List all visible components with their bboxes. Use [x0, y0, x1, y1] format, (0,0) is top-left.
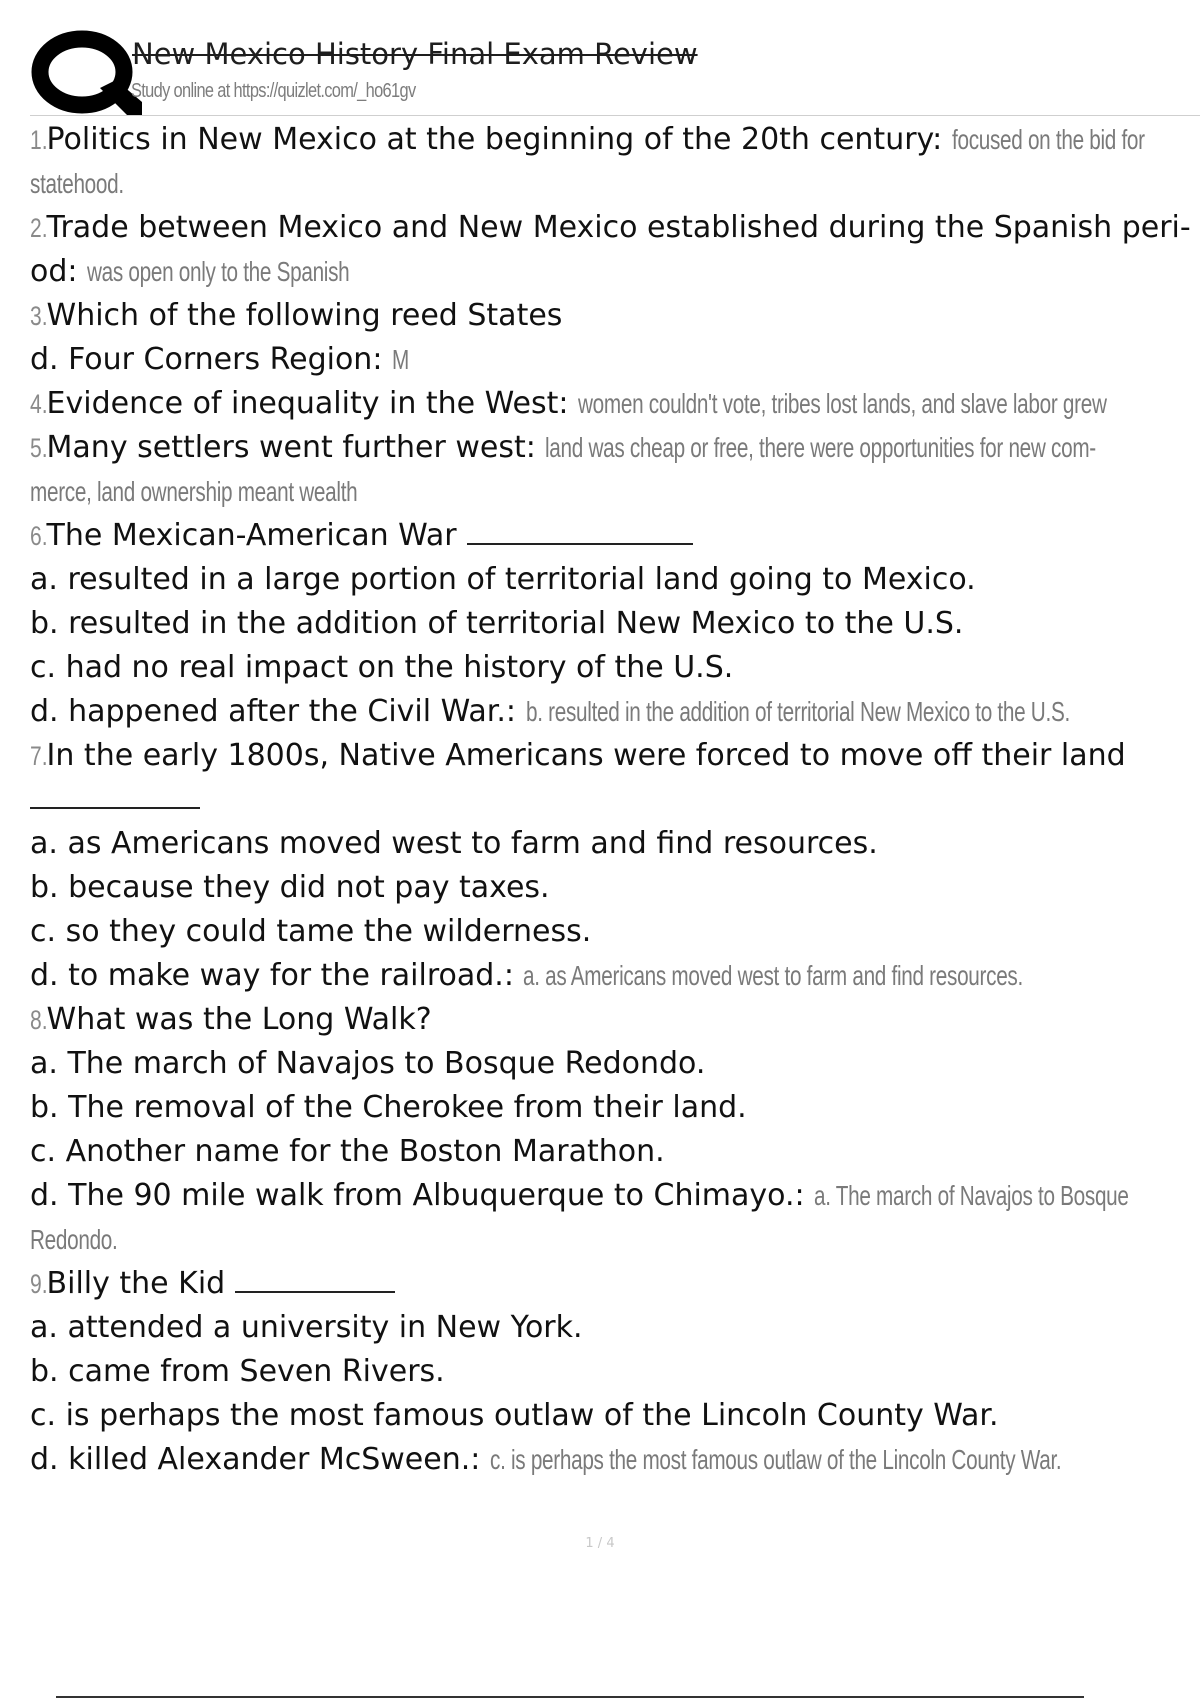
answer-text: Redondo. [30, 1224, 118, 1255]
question-text: a. The march of Navajos to Bosque Redondo. [30, 1046, 706, 1081]
question-text: a. attended a university in New York. [30, 1310, 583, 1345]
question-text: a. resulted in a large portion of territorial land going to Mexico. [30, 562, 976, 597]
question-number: 3. [30, 301, 48, 331]
question-text: b. because they did not pay taxes. [30, 870, 550, 905]
question-text: Many settlers went further west: [46, 430, 536, 465]
question-number: 6. [30, 521, 48, 551]
question-line [30, 118, 1188, 162]
answer-text: women couldn't vote, tribes lost lands, and slave labor grew [578, 388, 1107, 419]
answer-text: focused on the bid for [951, 124, 1145, 155]
answer-text: land was cheap or free, there were opportunities for new com- [545, 432, 1097, 463]
question-text: Billy the Kid [46, 1266, 226, 1301]
question-number: 4. [30, 389, 48, 419]
question-text: d. killed Alexander McSween.: [30, 1442, 481, 1477]
question-list [30, 118, 1191, 1482]
answer-text: statehood. [30, 168, 124, 199]
question-line [30, 206, 1191, 250]
question-continuation-line [30, 910, 1188, 954]
answer-text: merce, land ownership meant wealth [30, 476, 358, 507]
page-title: New Mexico History Final Exam Review [132, 37, 698, 71]
question-text: What was the Long Walk? [46, 1002, 432, 1037]
question-continuation-line [30, 1086, 1188, 1130]
question-continuation-line [30, 822, 1188, 866]
question-text: d. to make way for the railroad.: [30, 958, 514, 993]
question-text: od: [30, 254, 78, 289]
question-continuation-line [30, 1394, 1188, 1438]
page-number: 1 / 4 [585, 1536, 615, 1551]
question-line [30, 734, 1188, 778]
question-continuation-line [30, 1174, 1188, 1218]
document-header [30, 28, 1140, 114]
question-number: 2. [30, 213, 48, 243]
study-online-link-text: Study online at https://quizlet.com/_ho61gv [131, 80, 416, 102]
quizlet-logo-icon [30, 30, 142, 118]
question-continuation-line [30, 1350, 1188, 1394]
question-number: 1. [30, 125, 48, 155]
question-line [30, 998, 1188, 1042]
question-number: 5. [30, 433, 48, 463]
question-text: In the early 1800s, Native Americans were forced to move off their land [46, 738, 1126, 773]
question-text: c. is perhaps the most famous outlaw of the Lincoln County War. [30, 1398, 999, 1433]
question-continuation-line [30, 250, 1188, 294]
question-line [30, 294, 1188, 338]
question-line [30, 514, 1188, 558]
question-text: c. so they could tame the wilderness. [30, 914, 592, 949]
question-text: c. had no real impact on the history of the U.S. [30, 650, 734, 685]
question-continuation-line [30, 954, 1188, 998]
question-text: Which of the following reed States [46, 298, 563, 333]
question-text: c. Another name for the Boston Marathon. [30, 1134, 665, 1169]
question-continuation-line [30, 866, 1188, 910]
question-text: d. The 90 mile walk from Albuquerque to Chimayo.: [30, 1178, 805, 1213]
question-text: b. came from Seven Rivers. [30, 1354, 445, 1389]
question-text: d. Four Corners Region: [30, 342, 383, 377]
question-text: a. as Americans moved west to farm and find resources. [30, 826, 878, 861]
answer-text: a. The march of Navajos to Bosque [814, 1180, 1129, 1211]
answer-blank [235, 1267, 395, 1293]
question-continuation-line [30, 1306, 1188, 1350]
question-continuation-line [30, 1042, 1188, 1086]
question-continuation-line [30, 1438, 1188, 1482]
question-line [30, 426, 1188, 470]
question-continuation-line [30, 162, 1188, 206]
question-continuation-line [30, 338, 1188, 382]
question-continuation-line [30, 778, 1188, 822]
question-line [30, 1262, 1188, 1306]
answer-text: c. is perhaps the most famous outlaw of the Lincoln County War. [489, 1444, 1062, 1475]
question-line [30, 382, 1188, 426]
header-divider [30, 115, 1200, 116]
question-text: d. happened after the Civil War.: [30, 694, 516, 729]
question-continuation-line [30, 1130, 1188, 1174]
question-text: Trade between Mexico and New Mexico established during the Spanish peri- [46, 210, 1191, 245]
answer-text: M [391, 344, 409, 375]
question-number: 7. [30, 741, 48, 771]
answer-blank [467, 519, 693, 545]
question-text: Politics in New Mexico at the beginning of the 20th century: [46, 122, 943, 157]
question-continuation-line [30, 1218, 1188, 1262]
question-text: b. resulted in the addition of territorial New Mexico to the U.S. [30, 606, 964, 641]
question-text: The Mexican-American War [46, 518, 457, 553]
question-continuation-line [30, 602, 1188, 646]
question-text: b. The removal of the Cherokee from their land. [30, 1090, 747, 1125]
answer-text: was open only to the Spanish [87, 256, 350, 287]
question-continuation-line [30, 558, 1188, 602]
footer-divider [56, 1696, 1084, 1698]
question-number: 9. [30, 1269, 48, 1299]
question-continuation-line [30, 470, 1188, 514]
answer-blank [30, 783, 200, 809]
question-continuation-line [30, 646, 1188, 690]
question-number: 8. [30, 1005, 48, 1035]
answer-text: a. as Americans moved west to farm and find resources. [523, 960, 1024, 991]
answer-text: b. resulted in the addition of territorial New Mexico to the U.S. [525, 696, 1070, 727]
question-text: Evidence of inequality in the West: [46, 386, 569, 421]
question-continuation-line [30, 690, 1188, 734]
